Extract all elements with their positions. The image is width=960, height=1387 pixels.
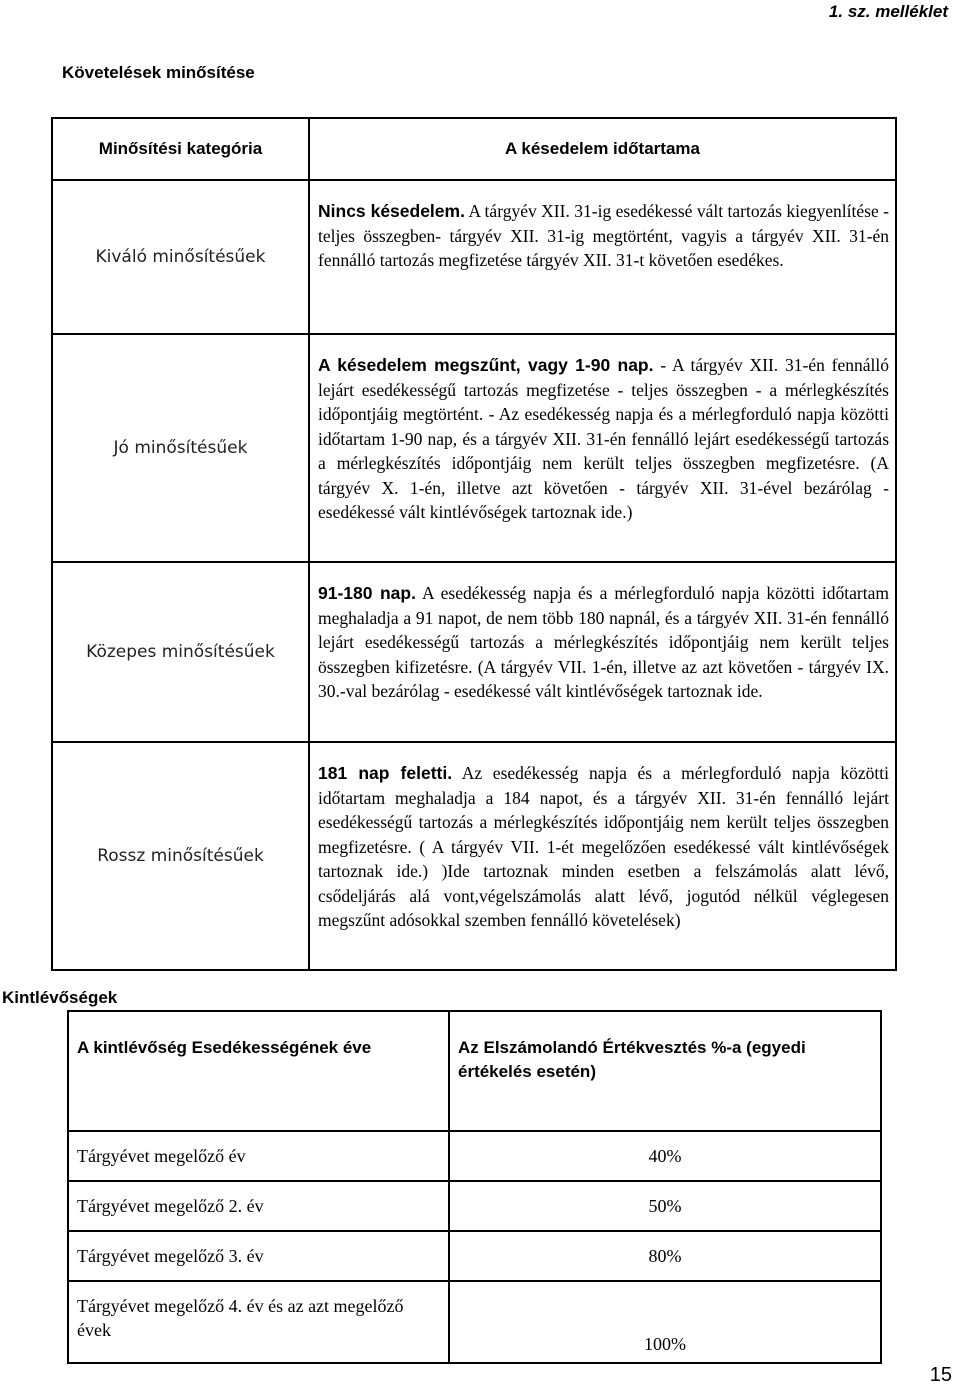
impairment-percent: 80%	[449, 1231, 881, 1281]
section-title-receivables-rating: Követelések minősítése	[62, 63, 255, 82]
category-average: Közepes minősítésűek	[52, 562, 309, 742]
duration-text: - A tárgyév XII. 31-én fennálló lejárt esedékességű tartozás megfizetése - teljes összegben - a mérlegkészítés időpontjáig megtörtént. - Az esedékesség napja és a mérlegforduló napja közötti időtartam 1-90 nap, és a tárgyév XII. 31-én fennálló lejárt esedékességű tartozás a mérlegkészítés időpontjáig nem került teljes összegben megfizetésre. (A tárgyév X. 1-én, illetve azt követően - tárgyév XII. 31-ével bezárólag - esedékessé vált kintlévőségek tartoznak ide.)	[318, 355, 890, 522]
table-row	[52, 742, 896, 970]
table-row	[68, 1181, 881, 1231]
table-row	[52, 180, 896, 334]
duration-lead: Nincs késedelem.	[318, 201, 465, 221]
due-year: Tárgyévet megelőző 4. év és az azt megelőző évek	[68, 1281, 449, 1363]
duration-good	[309, 334, 896, 562]
header-due-year: A kintlévőség Esedékességének éve	[68, 1011, 449, 1131]
duration-lead: A késedelem megszűnt, vagy 1-90 nap.	[318, 355, 654, 375]
category-excellent: Kiváló minősítésűek	[52, 180, 309, 334]
rating-table	[51, 117, 897, 971]
impairment-table	[67, 1010, 882, 1364]
duration-lead: 181 nap feletti.	[318, 763, 453, 783]
duration-text: A tárgyév XII. 31-ig esedékessé vált tartozás kiegyenlítése - teljes összegben- tárgyév XII. 31-ig megtörtént, vagyis a tárgyév XII. 31-én fennálló tartozás megfizetése tárgyév XII. 31-t követően esedékes.	[318, 201, 889, 270]
table-row	[68, 1281, 881, 1363]
category-good: Jó minősítésűek	[52, 334, 309, 562]
table-row	[68, 1231, 881, 1281]
impairment-percent: 100%	[449, 1281, 881, 1363]
impairment-percent: 40%	[449, 1131, 881, 1181]
duration-average	[309, 562, 896, 742]
category-poor: Rossz minősítésűek	[52, 742, 309, 970]
rating-table-header	[52, 118, 896, 180]
duration-lead: 91-180 nap.	[318, 583, 416, 603]
duration-text: A esedékesség napja és a mérlegforduló napja közötti időtartam meghaladja a 91 napot, de nem több 180 napnál, és a tárgyév XII. 31-én fennálló lejárt esedékességű tartozás a mérlegkészítés időpontjáig nem került teljes összegben kifizetésre. (A tárgyév VII. 1-én, illetve az azt követően - tárgyév IX. 30.-val bezárólag - esedékessé vált kintlévőségek tartoznak ide.	[318, 583, 889, 701]
table-row	[68, 1131, 881, 1181]
section-title-receivables: Kintlévőségek	[2, 988, 118, 1007]
header-impairment-percent: Az Elszámolandó Értékvesztés %-a (egyedi értékelés esetén)	[449, 1011, 881, 1131]
header-category: Minősítési kategória	[52, 118, 309, 180]
duration-poor	[309, 742, 896, 970]
duration-text: Az esedékesség napja és a mérlegforduló napja közötti időtartam meghaladja a 184 napot, és a tárgyév XII. 31-én fennálló lejárt esedékességű tartozás a mérlegkészítés időpontjáig nem került teljes összegben megfizetésre. ( A tárgyév VII. 1-ét megelőzően esedékessé vált kintlévőségek tartoznak ide.) )Ide tartoznak minden esetben a felszámolás alatt lévő, csődeljárás alá vont,végelszámolás alatt lévő, jogutód nélkül véglegesen megszűnt adósokkal szemben fennálló követelések)	[318, 763, 889, 930]
due-year: Tárgyévet megelőző év	[68, 1131, 449, 1181]
due-year: Tárgyévet megelőző 3. év	[68, 1231, 449, 1281]
table-row	[52, 334, 896, 562]
duration-excellent	[309, 180, 896, 334]
annex-label: 1. sz. melléklet	[828, 2, 948, 21]
impairment-percent: 50%	[449, 1181, 881, 1231]
page-number: 15	[929, 1364, 952, 1386]
header-duration: A késedelem időtartama	[309, 118, 896, 180]
due-year: Tárgyévet megelőző 2. év	[68, 1181, 449, 1231]
impairment-table-header	[68, 1011, 881, 1131]
table-row	[52, 562, 896, 742]
